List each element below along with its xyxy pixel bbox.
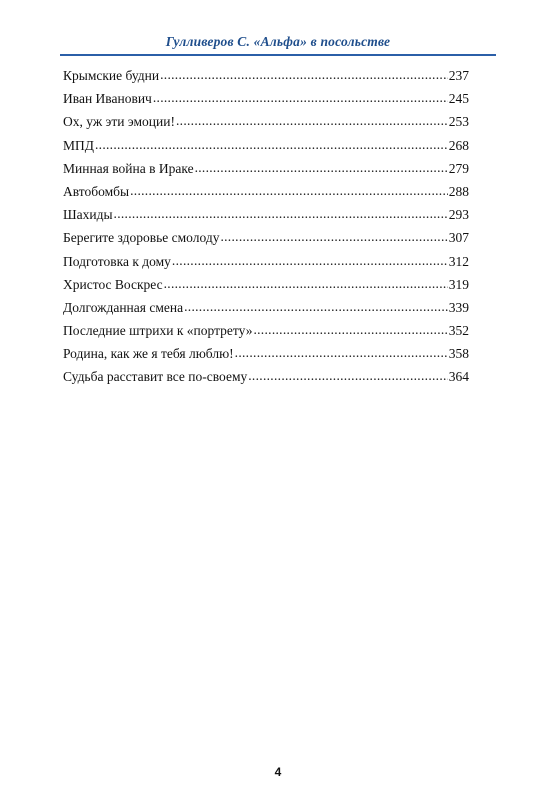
toc-entry-page: 312 (448, 253, 469, 269)
toc-entry (63, 64, 469, 87)
toc-dot-leader (253, 318, 447, 341)
running-header: Гулливеров С. «Альфа» в посольстве (165, 34, 391, 49)
toc-entry-title: Последние штрихи к «портрету» (63, 323, 253, 339)
toc-entry (63, 365, 469, 388)
toc-entry-title: Шахиды (63, 207, 113, 223)
toc-entry-page: 293 (448, 207, 469, 223)
toc-entry-title: МПД (63, 137, 94, 153)
toc-entry-page: 307 (448, 230, 469, 246)
toc-entry-title: Родина, как же я тебя люблю! (63, 346, 234, 362)
toc-entry-page: 319 (448, 276, 469, 292)
toc-entry-page: 268 (448, 137, 469, 153)
toc-dot-leader (172, 249, 448, 272)
toc-dot-leader (153, 86, 448, 109)
toc-entry-title: Крымские будни (63, 68, 160, 83)
toc-entry (63, 110, 469, 133)
toc-entry-title: Христос Воскрес (63, 276, 163, 292)
page-number: 4 (274, 765, 282, 779)
toc-dot-leader (220, 225, 447, 248)
toc-entry (63, 87, 469, 110)
toc-entry (63, 250, 469, 273)
toc-entry-page: 279 (448, 160, 469, 176)
toc-entry (63, 226, 469, 249)
toc-dot-leader (130, 179, 448, 202)
toc-dot-leader (160, 63, 448, 86)
toc-entry-page: 237 (448, 68, 469, 83)
toc-entry-title: Долгожданная смена (63, 299, 184, 315)
toc-entry (63, 157, 469, 180)
toc-entry-page: 288 (448, 183, 469, 199)
toc-entry (63, 180, 469, 203)
toc-entry-title: Минная война в Ираке (63, 160, 194, 176)
table-of-contents (63, 64, 469, 389)
toc-entry (63, 134, 469, 157)
toc-dot-leader (248, 364, 448, 387)
toc-entry (63, 342, 469, 365)
toc-entry (63, 203, 469, 226)
toc-dot-leader (184, 295, 448, 318)
toc-entry-page: 339 (448, 299, 469, 315)
header-rule (60, 54, 496, 56)
toc-entry-title: Ох, уж эти эмоции! (63, 114, 175, 130)
toc-dot-leader (235, 341, 448, 364)
toc-entry (63, 319, 469, 342)
toc-entry-page: 352 (448, 323, 469, 339)
toc-entry (63, 273, 469, 296)
toc-dot-leader (114, 202, 448, 225)
toc-dot-leader (95, 133, 448, 156)
toc-entry-page: 364 (448, 369, 469, 385)
toc-entry-title: Иван Иванович (63, 91, 152, 107)
toc-entry (63, 296, 469, 319)
toc-entry-title: Автобомбы (63, 183, 130, 199)
toc-entry-page: 253 (448, 114, 469, 130)
toc-entry-title: Берегите здоровье смолоду (63, 230, 220, 246)
toc-entry-title: Подготовка к дому (63, 253, 171, 269)
toc-dot-leader (195, 156, 448, 179)
toc-entry-page: 245 (448, 91, 469, 107)
toc-dot-leader (176, 109, 448, 132)
toc-entry-page: 358 (448, 346, 469, 362)
toc-dot-leader (164, 272, 448, 295)
toc-entry-title: Судьба расставит все по-своему (63, 369, 248, 385)
